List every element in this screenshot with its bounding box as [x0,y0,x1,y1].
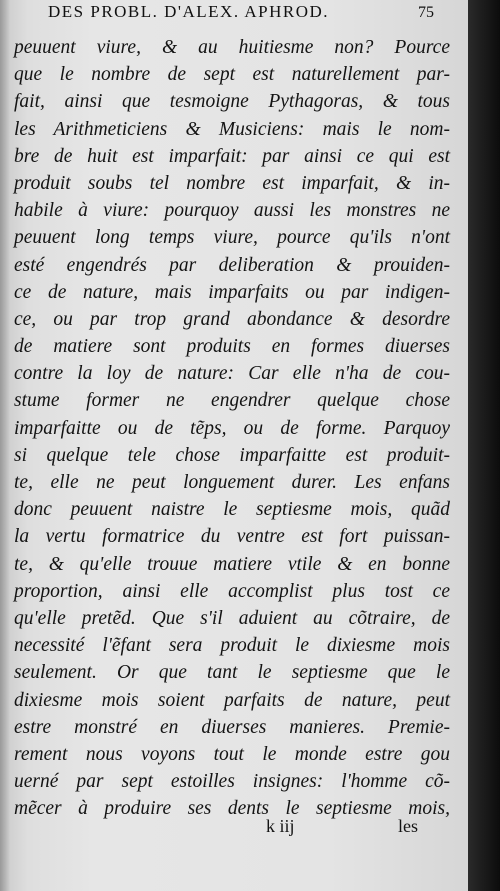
page-number: 75 [418,4,434,21]
text-line: estre monstré en diuerses manieres. Premie- [14,716,450,738]
signature-mark: k iij [266,816,295,836]
text-line: peuuent viure, & au huitiesme non? Pource [14,37,450,58]
text-line: bre de huit est imparfait: par ainsi ce qui est [14,145,450,167]
text-line: la vertu formatrice du ventre est fort puissan- [14,526,450,548]
text-line: seulement. Or que tant le septiesme que le [14,662,450,684]
text-line: les Arithmeticiens & Musiciens: mais le nom- [14,118,450,140]
text-line: mẽcer à produire ses dents le septiesme mois, [14,798,450,820]
text-line: te, elle ne peut longuement durer. Les enfans [14,472,450,493]
text-line: produit soubs tel nombre est imparfait, & in- [14,172,450,194]
text-line: proportion, ainsi elle accomplist plus tost ce [14,580,450,602]
text-line: ce de nature, mais imparfaits ou par indigen- [14,281,450,303]
text-line: stume former ne engendrer quelque chose [14,390,450,412]
text-line: contre la loy de nature: Car elle n'ha de cou- [14,363,450,385]
page-edge-shadow [468,0,500,891]
text-line: te, & qu'elle trouue matiere vtile & en bonne [14,553,450,575]
text-line: qu'elle pretẽd. Que s'il aduient au cõtraire, de [14,607,450,629]
text-line: donc peuuent naistre le septiesme mois, quãd [14,499,450,521]
text-line: si quelque tele chose imparfaitte est produit- [14,444,450,466]
text-line: rement nous voyons tout le monde estre gou [14,743,450,765]
text-line: esté engendrés par deliberation & prouiden- [14,254,450,276]
text-line: uerné par sept estoilles insignes: l'homme cõ- [14,771,450,793]
page-footer [0,816,468,844]
body-text [14,34,450,822]
running-head [0,2,468,28]
text-line: ce, ou par trop grand abondance & desordre [14,308,450,330]
text-line: fait, ainsi que tesmoigne Pythagoras, & tous [14,91,450,113]
text-line: de matiere sont produits en formes diuerses [14,336,450,358]
text-line: dixiesme mois soient parfaits de nature, peut [14,689,450,711]
catchword: les [398,816,418,836]
text-line: habile à viure: pourquoy aussi les monstres ne [14,200,450,222]
text-line: imparfaitte ou de tẽps, ou de forme. Parquoy [14,417,450,439]
text-line: peuuent long temps viure, pource qu'ils n'ont [14,227,450,249]
text-line: necessité l'ẽfant sera produit le dixiesme mois [14,635,450,657]
gutter-shadow [0,0,10,891]
text-line: que le nombre de sept est naturellement par- [14,64,450,86]
running-title: DES PROBL. D'ALEX. APHROD. [48,2,330,21]
